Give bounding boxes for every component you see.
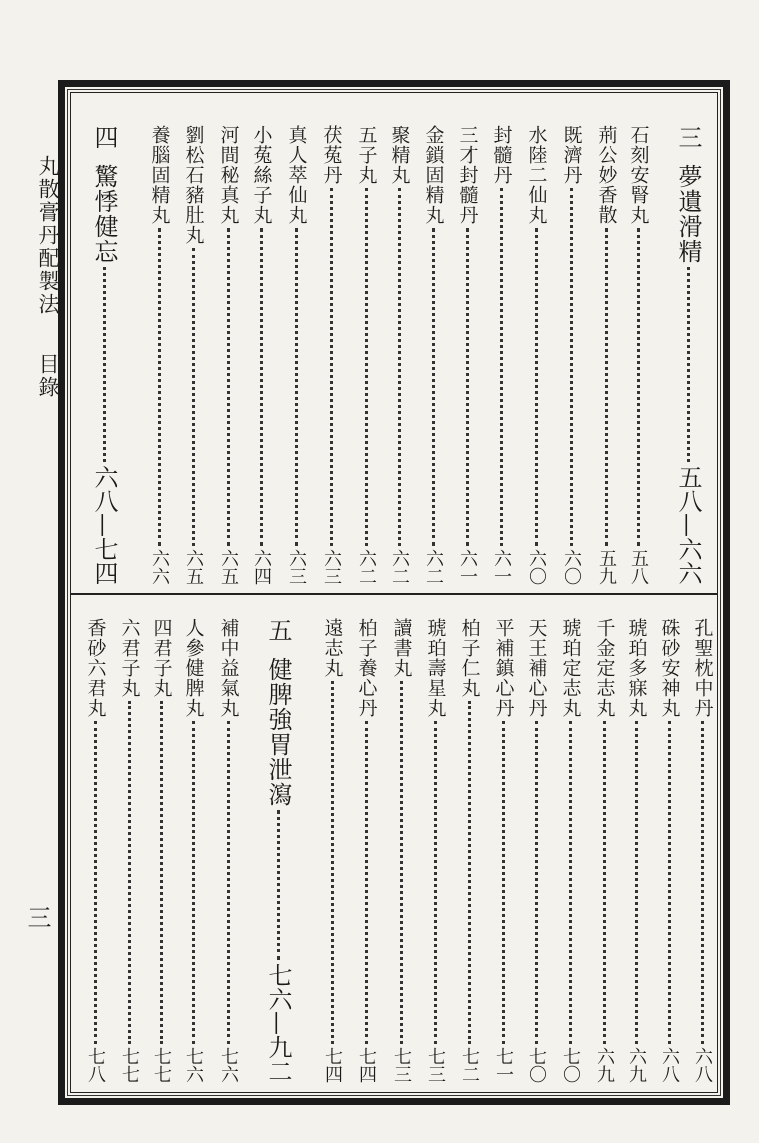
toc-entry (245, 125, 277, 585)
entry-name: 琥珀定志丸 (559, 618, 582, 718)
leader-dots (94, 721, 97, 1044)
toc-entry (280, 125, 312, 585)
entry-page: 六三 (286, 549, 307, 585)
leader-dots (468, 701, 471, 1044)
entry-name: 天王補心丹 (525, 618, 548, 718)
toc-entry (212, 125, 244, 585)
leader-dots (331, 681, 334, 1044)
entry-name: 荊公妙香散 (595, 125, 618, 225)
entry-name: 孔聖枕中丹 (691, 618, 714, 718)
entry-page: 六五 (218, 549, 239, 585)
toc-entry (113, 618, 145, 1083)
toc-entry (620, 618, 652, 1083)
toc-entry (419, 618, 451, 1083)
toc-entry (686, 618, 718, 1083)
running-head (18, 155, 58, 399)
toc-entry (554, 618, 586, 1083)
section-pages: 七六—九二 (264, 963, 292, 1083)
entry-name: 讀書丸 (390, 618, 413, 678)
entry-name: 三才封髓丹 (456, 125, 479, 225)
leader-dots (160, 701, 163, 1044)
entry-name: 真人萃仙丸 (285, 125, 308, 225)
leader-dots (128, 701, 131, 1044)
entry-page: 七〇 (560, 1047, 581, 1083)
leader-dots (434, 721, 437, 1044)
toc-entry (383, 125, 415, 585)
entry-page: 六四 (251, 549, 272, 585)
entry-page: 七三 (425, 1047, 446, 1083)
leader-dots (535, 721, 538, 1044)
leader-dots (466, 228, 469, 546)
toc-entry (487, 618, 519, 1083)
section-number: 四 (90, 125, 118, 150)
toc-entry (588, 618, 620, 1083)
entry-name: 人參健脾丸 (182, 618, 205, 718)
entry-page: 七〇 (526, 1047, 547, 1083)
entry-name: 硃砂安神丸 (658, 618, 681, 718)
entry-page: 六二 (356, 549, 377, 585)
entry-name: 封髓丹 (490, 125, 513, 185)
entry-name: 四君子丸 (150, 618, 173, 698)
leader-dots (603, 721, 606, 1044)
leader-dots (502, 721, 505, 1044)
toc-entry (453, 618, 485, 1083)
entry-page: 七六 (218, 1047, 239, 1083)
section-heading (262, 618, 294, 1083)
leader-dots (637, 228, 640, 546)
entry-page: 六八 (692, 1047, 713, 1083)
entry-name: 柏子仁丸 (458, 618, 481, 698)
entry-name: 千金定志丸 (593, 618, 616, 718)
toc-entry (177, 125, 209, 585)
toc-entry (485, 125, 517, 585)
toc-entry (622, 125, 654, 585)
toc-entry (590, 125, 622, 585)
toc-entry (520, 618, 552, 1083)
book-title: 丸散膏丹配製法 (36, 155, 60, 316)
entry-page: 六五 (183, 549, 204, 585)
leader-dots (260, 228, 263, 546)
page-number: 三 (23, 905, 51, 929)
toc-entry (385, 618, 417, 1083)
entry-name: 補中益氣丸 (217, 618, 240, 718)
entry-name: 養腦固精丸 (148, 125, 171, 225)
leader-dots (330, 188, 333, 546)
entry-page: 六一 (491, 549, 512, 585)
entry-page: 六〇 (561, 549, 582, 585)
leader-dots (535, 228, 538, 546)
section-title: 驚悸健忘 (90, 164, 118, 264)
leader-dots (570, 188, 573, 546)
entry-page: 六三 (321, 549, 342, 585)
entry-name: 香砂六君丸 (84, 618, 107, 718)
toc-entry (555, 125, 587, 585)
entry-name: 劉松石豬肚丸 (182, 125, 205, 245)
toc-entry (350, 125, 382, 585)
entry-page: 六八 (659, 1047, 680, 1083)
entry-page: 七一 (493, 1047, 514, 1083)
leader-dots (103, 267, 106, 462)
entry-page: 七三 (391, 1047, 412, 1083)
entry-name: 遠志丸 (321, 618, 344, 678)
leader-dots (158, 228, 161, 546)
toc-entry (315, 125, 347, 585)
entry-name: 水陸二仙丸 (525, 125, 548, 225)
section-title: 健脾強胃泄瀉 (264, 657, 292, 807)
entry-page: 五九 (596, 549, 617, 585)
entry-name: 六君子丸 (118, 618, 141, 698)
section-number: 三 (674, 125, 702, 150)
entry-page: 六六 (149, 549, 170, 585)
entry-name: 茯菟丹 (320, 125, 343, 185)
panel-divider (71, 593, 717, 595)
entry-name: 小菟絲子丸 (250, 125, 273, 225)
entry-page: 六二 (423, 549, 444, 585)
section-label: 目錄 (36, 352, 60, 399)
toc-entry (316, 618, 348, 1083)
entry-page: 六一 (457, 549, 478, 585)
entry-name: 既濟丹 (560, 125, 583, 185)
section-pages: 六八—七四 (90, 465, 118, 585)
leader-dots (432, 228, 435, 546)
toc-entry (212, 618, 244, 1083)
section-heading (88, 125, 120, 585)
toc-entry (177, 618, 209, 1083)
leader-dots (192, 721, 195, 1044)
entry-page: 七二 (459, 1047, 480, 1083)
leader-dots (701, 721, 704, 1044)
toc-entry (520, 125, 552, 585)
toc-entry (653, 618, 685, 1083)
entry-name: 琥珀多寐丸 (625, 618, 648, 718)
leader-dots (500, 188, 503, 546)
entry-name: 五子丸 (355, 125, 378, 185)
entry-page: 七七 (119, 1047, 140, 1083)
entry-name: 石刻安腎丸 (627, 125, 650, 225)
section-heading (672, 125, 704, 585)
toc-entry (145, 618, 177, 1083)
section-pages: 五八—六六 (674, 465, 702, 585)
entry-name: 金鎖固精丸 (422, 125, 445, 225)
leader-dots (569, 721, 572, 1044)
section-number: 五 (264, 618, 292, 643)
leader-dots (668, 721, 671, 1044)
leader-dots (227, 721, 230, 1044)
toc-entry (417, 125, 449, 585)
leader-dots (398, 188, 401, 546)
leader-dots (365, 721, 368, 1044)
toc-entry (143, 125, 175, 585)
section-title: 夢遺滑精 (674, 164, 702, 264)
leader-dots (635, 721, 638, 1044)
entry-page: 六〇 (526, 549, 547, 585)
entry-page: 六九 (626, 1047, 647, 1083)
entry-name: 河間秘真丸 (217, 125, 240, 225)
toc-entry (451, 125, 483, 585)
toc-entry (79, 618, 111, 1083)
leader-dots (192, 248, 195, 546)
leader-dots (687, 267, 690, 462)
entry-page: 六九 (594, 1047, 615, 1083)
entry-name: 柏子養心丹 (355, 618, 378, 718)
leader-dots (227, 228, 230, 546)
leader-dots (605, 228, 608, 546)
entry-page: 七四 (356, 1047, 377, 1083)
entry-page: 七八 (85, 1047, 106, 1083)
entry-name: 聚精丸 (388, 125, 411, 185)
entry-name: 平補鎮心丹 (492, 618, 515, 718)
leader-dots (400, 681, 403, 1044)
entry-page: 七六 (183, 1047, 204, 1083)
entry-page: 五八 (628, 549, 649, 585)
leader-dots (295, 228, 298, 546)
leader-dots (365, 188, 368, 546)
entry-name: 琥珀壽星丸 (424, 618, 447, 718)
leader-dots (277, 810, 280, 960)
entry-page: 六二 (389, 549, 410, 585)
entry-page: 七七 (151, 1047, 172, 1083)
toc-entry (350, 618, 382, 1083)
entry-page: 七四 (322, 1047, 343, 1083)
